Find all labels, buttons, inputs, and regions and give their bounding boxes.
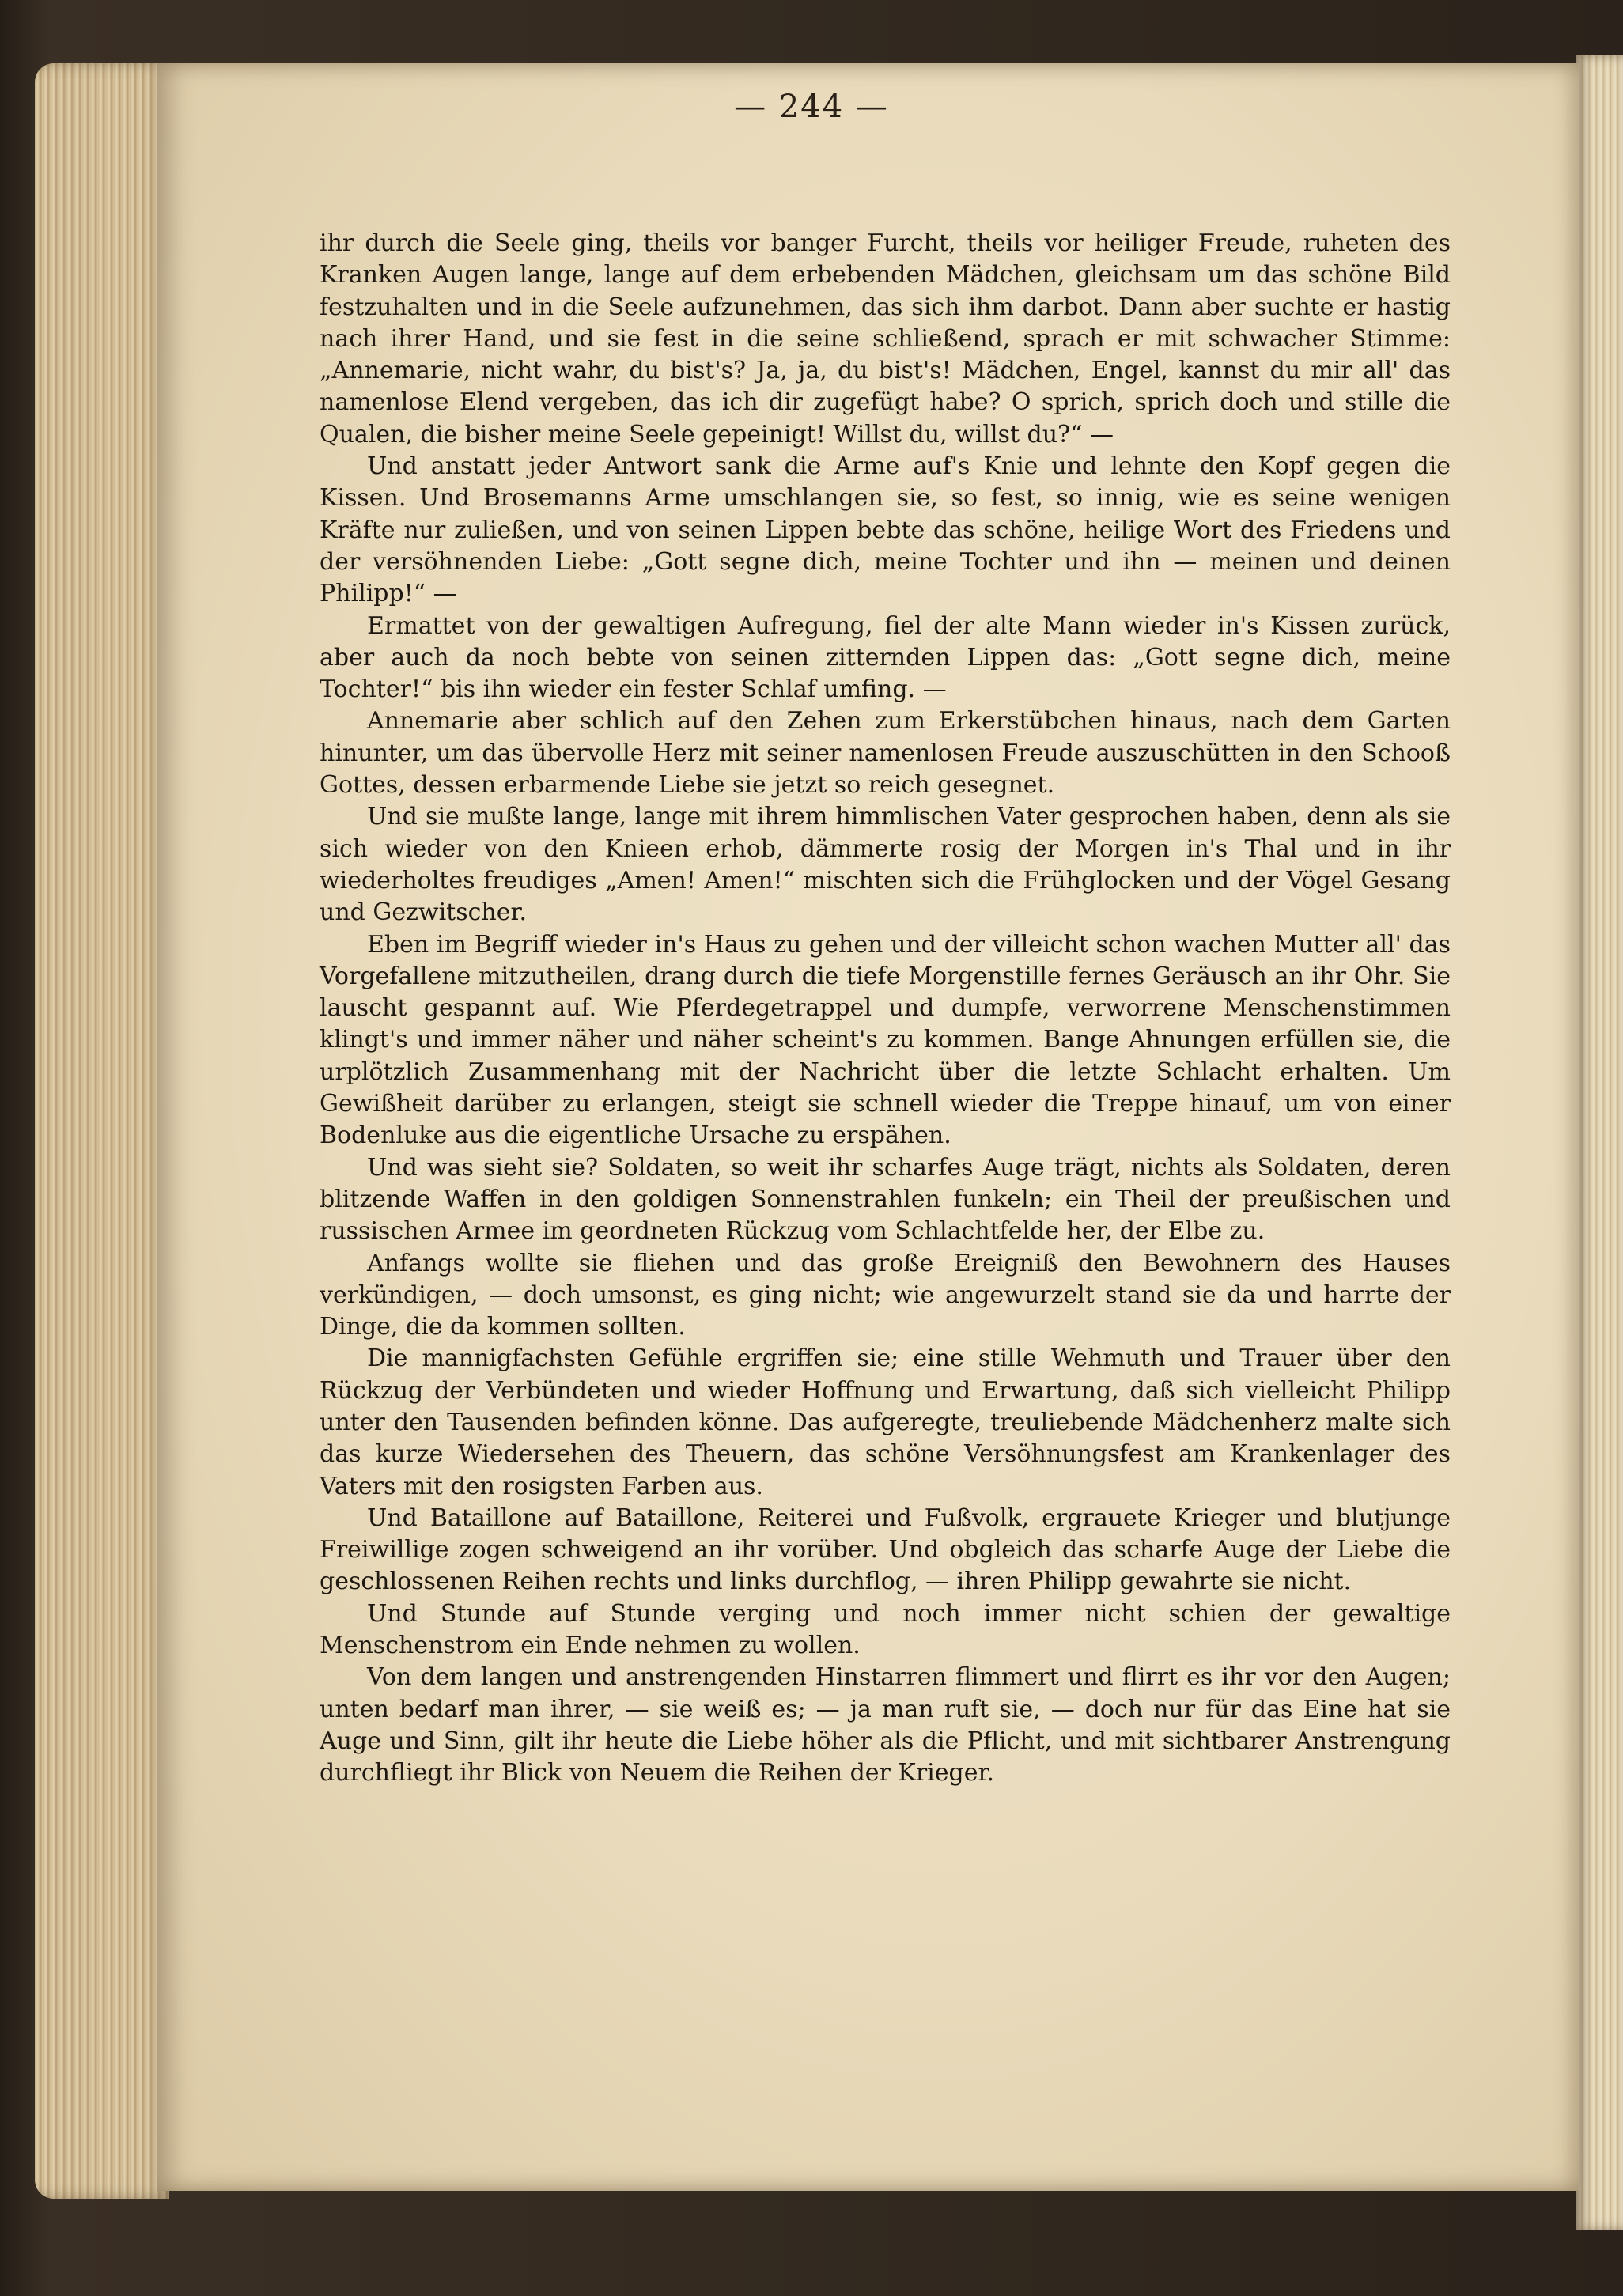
page-number: — 244 — <box>734 89 889 125</box>
paragraph: Eben im Begriff wieder in's Haus zu gehen und der villeicht schon wachen Mutter all' das Vorgefallene mitzutheilen, drang durch die tiefe Morgenstille fernes Geräusch an ihr Ohr. Sie lauscht gespannt auf. Wie Pferdegetrappel und dumpfe, verworrene Menschenstimmen klingt's und immer näher und näher scheint's zu kommen. Bange Ahnungen erfüllen sie, die urplötzlich Zusammenhang mit der Nachricht über die letzte Schlacht erhalten. Um Gewißheit darüber zu erlangen, steigt sie schnell wieder die Treppe hinauf, um von einer Bodenluke aus die eigentliche Ursache zu erspähen. <box>320 930 1451 1150</box>
paragraph: Von dem langen und anstrengenden Hinstarren flimmert und flirrt es ihr vor den Augen; unten bedarf man ihrer, — sie weiß es; — ja man ruft sie, — doch nur für das Eine hat sie Auge und Sinn, gilt ihr heute die Liebe höher als die Pflicht, und mit sichtbarer Anstrengung durchfliegt ihr Blick von Neuem die Reihen der Krieger. <box>320 1663 1451 1787</box>
paragraph: Die mannigfachsten Gefühle ergriffen sie; eine stille Wehmuth und Trauer über den Rückzug der Verbündeten und wieder Hoffnung und Erwartung, daß sich vielleicht Philipp unter den Tausenden befinden könne. Das aufgeregte, treuliebende Mädchenherz malte sich das kurze Wiedersehen des Theuern, das schöne Versöhnungsfest am Krankenlager des Vaters mit den rosigsten Farben aus. <box>320 1345 1451 1500</box>
paragraph: Ermattet von der gewaltigen Aufregung, fiel der alte Mann wieder in's Kissen zurück, aber auch da noch bebte von seinen zitternden Lippen das: „Gott segne dich, meine Tochter!“ bis ihn wieder ein fester Schlaf umfing. — <box>320 611 1451 704</box>
paragraph: ihr durch die Seele ging, theils vor banger Furcht, theils vor heiliger Freude, ruheten des Kranken Augen lange, lange auf dem erbebenden Mädchen, gleichsam um das schöne Bild festzuhalten und in die Seele aufzunehmen, das sich ihm darbot. Dann aber suchte er hastig nach ihrer Hand, und sie fest in die seine schließend, sprach er mit schwacher Stimme: „Annemarie, nicht wahr, du bist's? Ja, ja, du bist's! Mädchen, Engel, kannst du mir all' das namenlose Elend vergeben, das ich dir zugefügt habe? O sprich, sprich doch und stille die Qualen, die bisher meine Seele gepeinigt! Willst du, willst du?“ — <box>320 229 1451 448</box>
page-stack-left <box>35 63 169 2199</box>
paragraph: Und was sieht sie? Soldaten, so weit ihr scharfes Auge trägt, nichts als Soldaten, deren blitzende Waffen in den goldigen Sonnenstrahlen funkeln; ein Theil der preußischen und russischen Armee im geordneten Rückzug vom Schlachtfelde her, der Elbe zu. <box>320 1153 1451 1246</box>
body-text <box>320 228 1451 1790</box>
paragraph: Und sie mußte lange, lange mit ihrem himmlischen Vater gesprochen haben, denn als sie sich wieder von den Knieen erhob, dämmerte rosig der Morgen in's Thal und in ihr wiederholtes freudiges „Amen! Amen!“ mischten sich die Frühglocken und der Vögel Gesang und Gezwitscher. <box>320 803 1451 927</box>
paragraph: Und Stunde auf Stunde verging und noch immer nicht schien der gewaltige Menschenstrom ein Ende nehmen zu wollen. <box>320 1599 1451 1660</box>
paragraph: Und anstatt jeder Antwort sank die Arme auf's Knie und lehnte den Kopf gegen die Kissen. Und Brosemanns Arme umschlangen sie, so fest, so innig, wie es seine wenigen Kräfte nur zuließen, und von seinen Lippen bebte das schöne, heilige Wort des Friedens und der versöhnenden Liebe: „Gott segne dich, meine Tochter und ihn — meinen und deinen Philipp!“ — <box>320 452 1451 608</box>
page-stack-right <box>1576 55 1623 2230</box>
paragraph: Annemarie aber schlich auf den Zehen zum Erkerstübchen hinaus, nach dem Garten hinunter, um das übervolle Herz mit seiner namenlosen Freude auszuschütten in den Schooß Gottes, dessen erbarmende Liebe sie jetzt so reich gesegnet. <box>320 707 1451 800</box>
paragraph: Anfangs wollte sie fliehen und das große Ereigniß den Bewohnern des Hauses verkündigen, — doch umsonst, es ging nicht; wie angewurzelt stand sie da und harrte der Dinge, die da kommen sollten. <box>320 1249 1451 1341</box>
paragraph: Und Bataillone auf Bataillone, Reiterei und Fußvolk, ergrauete Krieger und blutjunge Freiwillige zogen schweigend an ihr vorüber. Und obgleich das scharfe Auge der Liebe die geschlossenen Reihen rechts und links durchflog, — ihren Philipp gewahrte sie nicht. <box>320 1504 1451 1596</box>
